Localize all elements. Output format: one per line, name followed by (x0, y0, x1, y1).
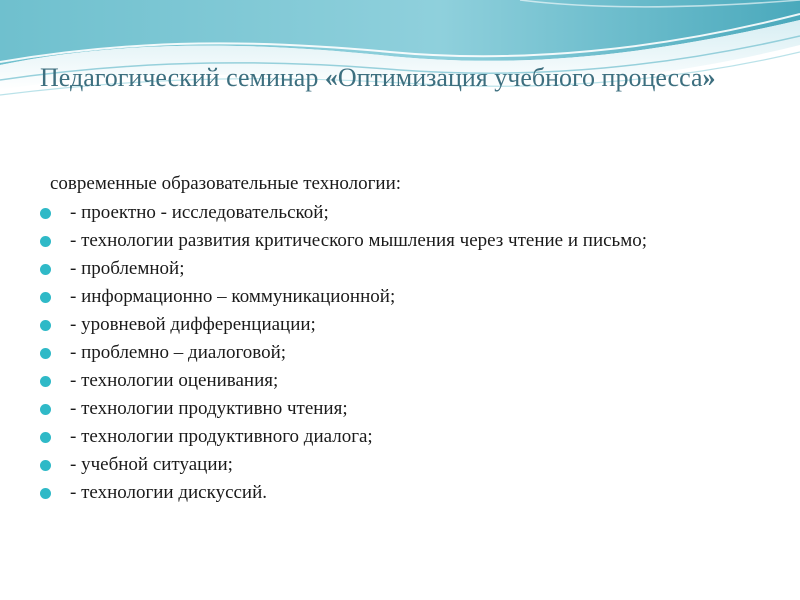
title-text-1: Педагогический семинар (40, 63, 325, 92)
list-item-text: - информационно – коммуникационной; (70, 286, 396, 307)
bullet-icon (40, 376, 51, 387)
bullet-icon (40, 320, 51, 331)
list-item (40, 425, 720, 449)
list-item (40, 453, 720, 477)
list-item (40, 481, 720, 505)
list-item-text: - технологии продуктивного диалога; (70, 426, 373, 447)
list-item-text: - проблемной; (70, 258, 185, 279)
list-item-text: - технологии развития критического мышления через чтение и письмо; (70, 230, 648, 251)
list-item (40, 313, 720, 337)
list-item (40, 257, 720, 281)
bullet-icon (40, 432, 51, 443)
bullet-icon (40, 404, 51, 415)
title-text-2: Оптимизация учебного процесса (337, 63, 703, 92)
list-item (40, 341, 720, 365)
technology-list (40, 201, 720, 509)
bullet-icon (40, 208, 51, 219)
list-item-text: - технологии оценивания; (70, 370, 279, 391)
slide-title (40, 60, 760, 96)
list-item (40, 285, 720, 309)
list-item (40, 201, 720, 225)
list-item (40, 369, 720, 393)
bullet-icon (40, 292, 51, 303)
title-open-quote: « (324, 63, 338, 92)
bullet-icon (40, 264, 51, 275)
list-item-text: - технологии продуктивно чтения; (70, 398, 348, 419)
title-close-quote: » (702, 63, 716, 92)
intro-text: современные образовательные технологии: (50, 173, 402, 194)
list-item-text: - технологии дискуссий. (70, 482, 268, 503)
list-item-text: - проблемно – диалоговой; (70, 342, 287, 363)
bullet-icon (40, 460, 51, 471)
list-item-text: - проектно - исследовательской; (70, 202, 329, 223)
list-item (40, 397, 720, 421)
list-item-text: - учебной ситуации; (70, 454, 233, 475)
list-item-text: - уровневой дифференциации; (70, 314, 316, 335)
bullet-icon (40, 488, 51, 499)
bullet-icon (40, 236, 51, 247)
list-item (40, 229, 720, 253)
bullet-icon (40, 348, 51, 359)
